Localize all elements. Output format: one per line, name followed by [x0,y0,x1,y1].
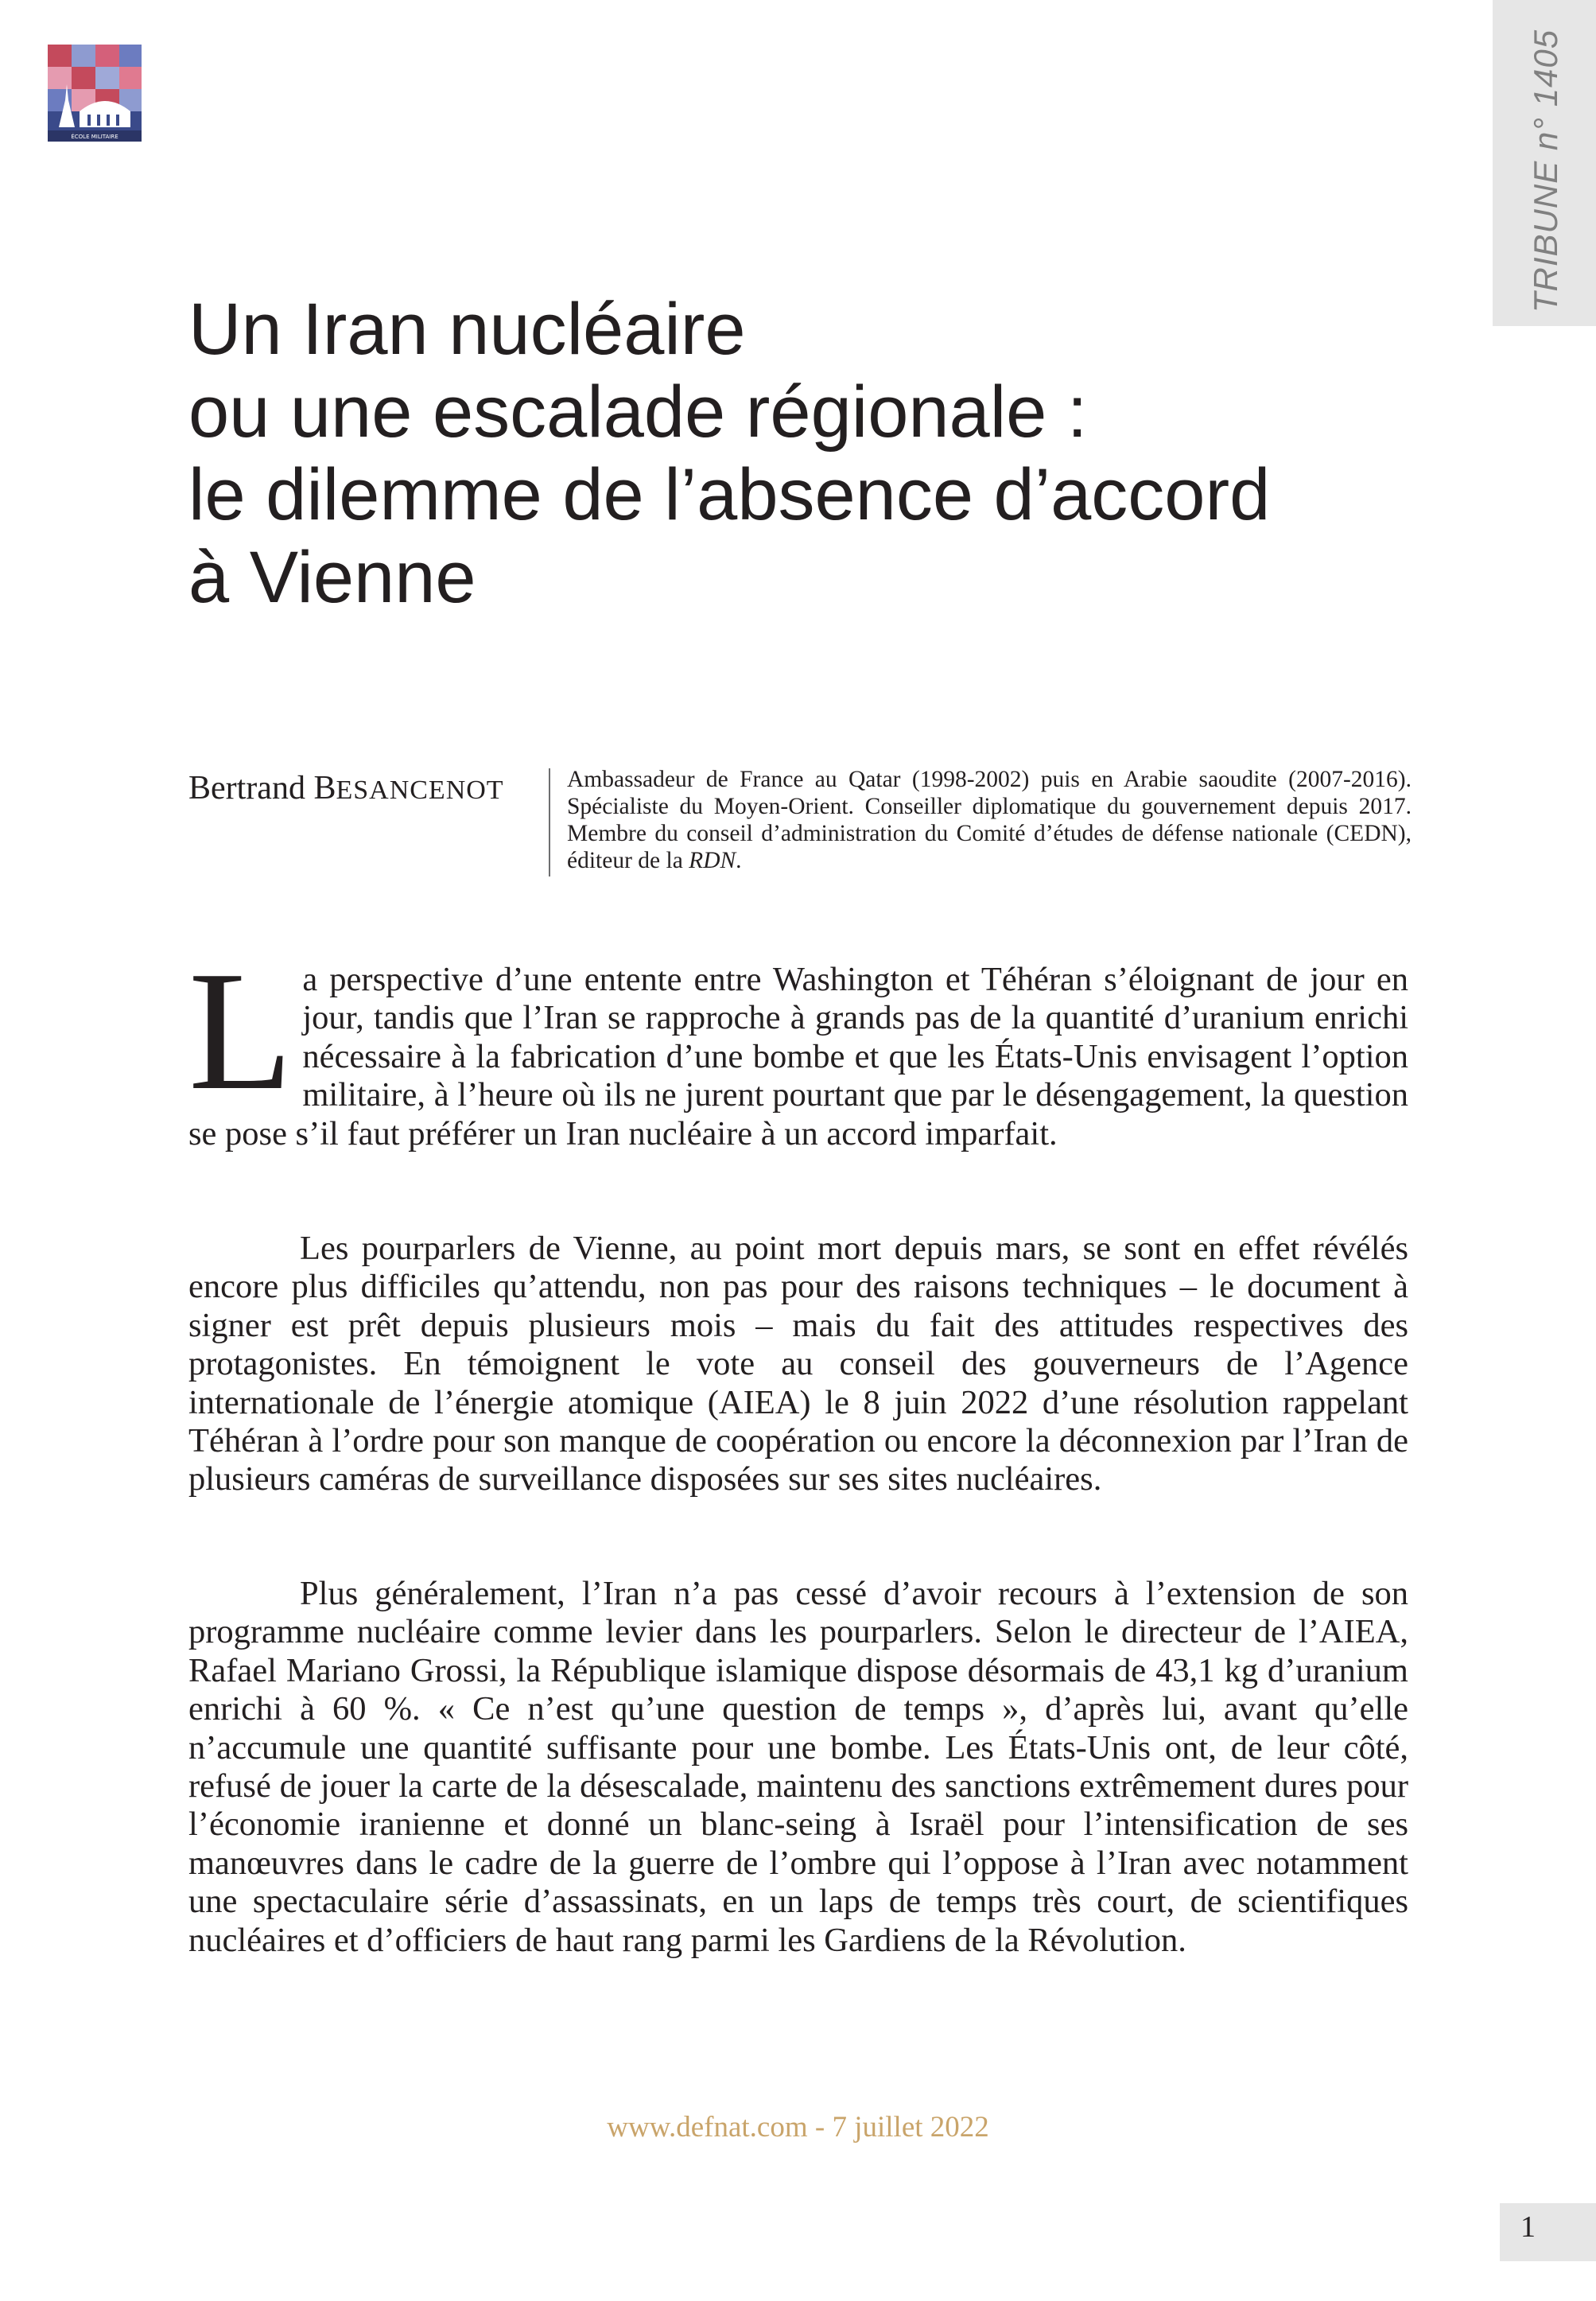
footer-source: www.defnat.com - 7 juillet 2022 [607,2111,989,2144]
article-body [188,935,1408,1960]
title-line: à Vienne [188,537,476,618]
author-last-name-initial: B [313,770,336,807]
author-first-name: Bertrand [188,770,305,807]
author-name [188,768,504,810]
paragraph-2: Les pourparlers de Vienne, au point mort depuis mars, se sont en effet révélés encore plus difficiles qu’attendu, non pas pour des raisons techniques – le document à signer est prêt depuis plusieurs mois – mais du fait des attitudes respectives des protagonistes. En témoignent le vote au conseil des gouverneurs de l’Agence internationale de l’énergie atomique (AIEA) le 8 juin 2022 d’une résolution rappelant Téhéran à l’ordre pour son manque de coopération ou encore la déconnexion par l’Iran de plusieurs caméras de surveillance disposées sur ses sites nucléaires. [188,1230,1408,1498]
page-number: 1 [1520,2210,1536,2244]
paragraph-1-text: a perspective d’une entente entre Washington et Téhéran s’éloignant de jour en jour, tandis que l’Iran se rapproche à grands pas de la quantité d’uranium enrichi nécessaire à la fabrication d’une bombe et que les États-Unis envisagent l’option militaire, à l’heure où ils ne jurent pourtant que par le désengagement, la question se pose s’il faut préférer un Iran nucléaire à un accord imparfait. [188,961,1408,1152]
paragraph-3: Plus généralement, l’Iran n’a pas cessé d’avoir recours à l’extension de son programme nucléaire comme levier dans les pourparlers. Selon le directeur de l’AIEA, Rafael Mariano Grossi, la République islamique dispose désormais de 43,1 kg d’uranium enrichi à 60 %. « Ce n’est qu’une question de temps », d’après lui, avant qu’elle n’accumule une quantité suffisante pour une bombe. Les États-Unis ont, de leur côté, refusé de jouer la carte de la désescalade, maintenu des sanctions extrêmement dures pour l’économie iranienne et donné un blanc-seing à Israël pour l’intensification de ses manœuvres dans le cadre de la guerre de l’ombre qui l’oppose à l’Iran avec notamment une spectaculaire série d’assassinats, en un laps de temps très court, de scientifiques nucléaires et d’officiers de haut rang parmi les Gardiens de la Révolution. [188,1574,1408,1959]
article-title [188,288,1429,619]
author-bio [567,766,1412,874]
title-line: Un Iran nucléaire [188,289,746,370]
author-bio-journal: RDN [689,848,736,873]
page-number-box [1500,2203,1596,2261]
site-logo [48,45,142,142]
author-last-name [313,770,503,807]
author-last-name-rest: ESANCENOT [336,775,504,805]
author-divider [549,768,550,876]
author-bio-end: . [736,848,742,873]
tribune-label: TRIBUNE n° 1405 [1527,29,1564,313]
author-bio-text: Ambassadeur de France au Qatar (1998-2002) puis en Arabie saoudite (2007-2016). Spécialiste du Moyen-Orient. Conseiller diplomatique du gouvernement depuis 2017. Membre du conseil d’administration du Comité d’études de défense nationale (CEDN), éditeur de la [567,767,1412,873]
title-line: le dilemme de l’absence d’accord [188,454,1271,535]
drop-cap: L [188,935,293,1125]
logo-caption: ÉCOLE MILITAIRE [71,134,118,140]
title-line: ou une escalade régionale : [188,371,1088,453]
paragraph-1 [188,935,1408,1153]
ecole-militaire-logo-icon [48,45,142,142]
